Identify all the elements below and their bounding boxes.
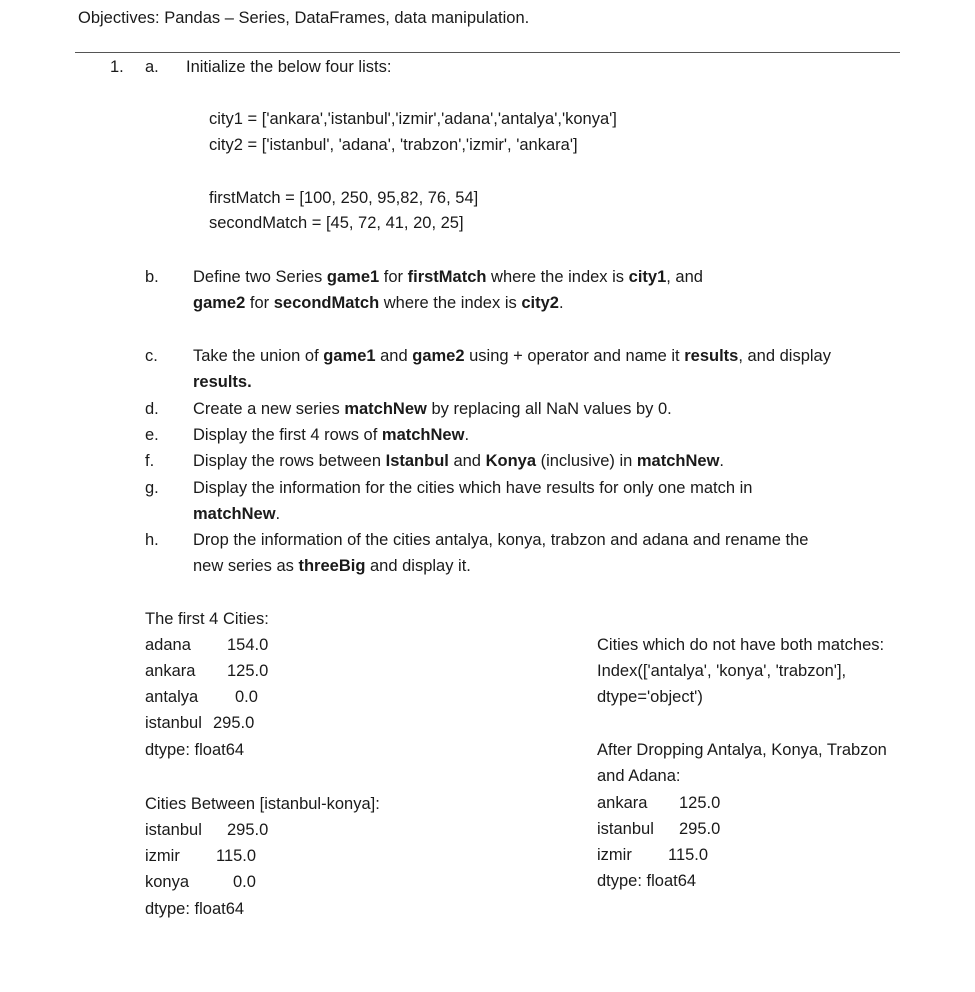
item-f-line1: Display the rows between Istanbul and Konya (inclusive) in matchNew. <box>193 452 725 470</box>
item-g-line1: Display the information for the cities which have results for only one match in <box>193 479 753 497</box>
code-line-secondmatch: secondMatch = [45, 72, 41, 20, 25] <box>209 214 464 232</box>
notboth-title: Cities which do not have both matches: <box>597 636 885 654</box>
item-a-letter: a. <box>145 58 159 76</box>
dropped-row-city: izmir <box>597 846 632 864</box>
notboth-index-line2: dtype='object') <box>597 688 703 706</box>
between-title: Cities Between [istanbul-konya]: <box>145 795 380 813</box>
between-row-value: 295.0 <box>227 821 269 839</box>
item-g-letter: g. <box>145 479 159 497</box>
between-row-city: konya <box>145 873 190 891</box>
between-row-city: istanbul <box>145 821 202 839</box>
dropped-row-city: ankara <box>597 794 648 812</box>
item-h-line2: new series as threeBig and display it. <box>193 557 471 575</box>
item-c-line2: results. <box>193 373 252 391</box>
item-e-letter: e. <box>145 426 159 444</box>
item-c-line1: Take the union of game1 and game2 using + operator and name it results, and display <box>193 347 831 365</box>
code-line-city1: city1 = ['ankara','istanbul','izmir','adana','antalya','konya'] <box>209 110 617 128</box>
first4-row-city: ankara <box>145 662 196 680</box>
item-f-letter: f. <box>145 452 155 470</box>
dropped-row-value: 125.0 <box>679 794 721 812</box>
item-c-letter: c. <box>145 347 158 365</box>
first4-row-value: 295.0 <box>213 714 255 732</box>
first4-row-value: 125.0 <box>227 662 269 680</box>
first4-row-value: 154.0 <box>227 636 269 654</box>
between-row-value: 0.0 <box>233 873 256 891</box>
code-line-city2: city2 = ['istanbul', 'adana', 'trabzon','izmir', 'ankara'] <box>209 136 578 154</box>
notboth-index-line1: Index(['antalya', 'konya', 'trabzon'], <box>597 662 847 680</box>
item-e-line1: Display the first 4 rows of matchNew. <box>193 426 470 444</box>
item-g-line2: matchNew. <box>193 505 281 523</box>
dropped-row-value: 115.0 <box>668 846 709 864</box>
objectives-heading: Objectives: Pandas – Series, DataFrames, data manipulation. <box>78 9 530 27</box>
between-dtype: dtype: float64 <box>145 900 245 918</box>
item-b-line1: Define two Series game1 for firstMatch where the index is city1, and <box>193 268 703 286</box>
first4-dtype: dtype: float64 <box>145 741 245 759</box>
first4-row-city: adana <box>145 636 191 654</box>
dropped-row-value: 295.0 <box>679 820 721 838</box>
first4-title: The first 4 Cities: <box>145 610 269 628</box>
item-h-line1: Drop the information of the cities antalya, konya, trabzon and adana and rename the <box>193 531 809 549</box>
question-number: 1. <box>110 58 124 76</box>
first4-row-city: antalya <box>145 688 199 706</box>
first4-row-city: istanbul <box>145 714 202 732</box>
dropped-row-city: istanbul <box>597 820 654 838</box>
item-b-letter: b. <box>145 268 159 286</box>
item-d-letter: d. <box>145 400 159 418</box>
first4-row-value: 0.0 <box>235 688 258 706</box>
item-b-line2: game2 for secondMatch where the index is city2. <box>193 294 564 312</box>
between-row-value: 115.0 <box>216 847 257 865</box>
code-line-firstmatch: firstMatch = [100, 250, 95,82, 76, 54] <box>209 189 479 207</box>
between-row-city: izmir <box>145 847 180 865</box>
dropped-dtype: dtype: float64 <box>597 872 697 890</box>
item-d-line1: Create a new series matchNew by replacing all NaN values by 0. <box>193 400 672 418</box>
dropped-title-line2: and Adana: <box>597 767 681 785</box>
dropped-title-line1: After Dropping Antalya, Konya, Trabzon <box>597 741 887 759</box>
item-h-letter: h. <box>145 531 159 549</box>
header-divider <box>75 52 900 53</box>
item-a-text: Initialize the below four lists: <box>186 58 392 76</box>
